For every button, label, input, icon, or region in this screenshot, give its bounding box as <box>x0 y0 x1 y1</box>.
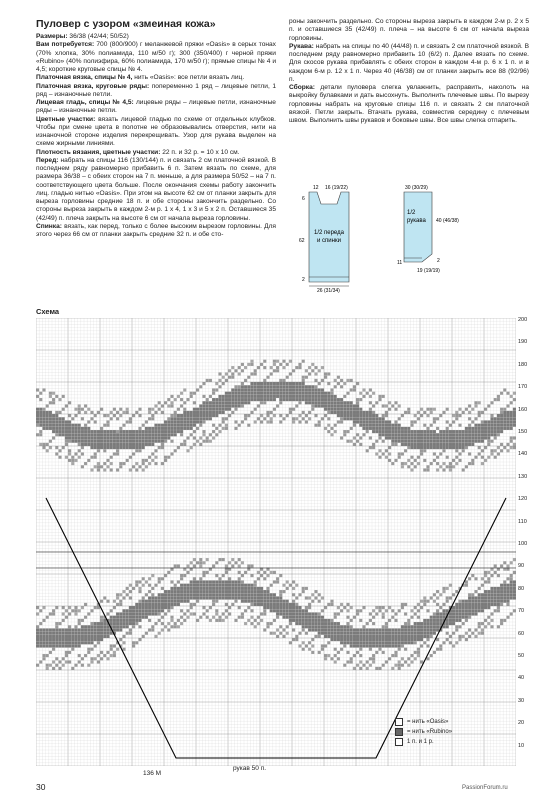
pattern-title: Пуловер с узором «змеиная кожа» <box>36 18 216 30</box>
left_column-paragraph-label: Цветные участки: <box>36 115 96 123</box>
right_column-paragraph <box>289 18 529 43</box>
dim-sleeve-hem: 2 <box>437 258 440 264</box>
dim-sleeve-bottom: 19 (19/19) <box>417 268 440 274</box>
right_column-paragraph-text: роны закончить раздельно. Со стороны выреза закрыть в каждом 2-м р. 2 х 5 п. и оставшиеся 35 (42/49) п. плеча – на высоте 6 см от начала выреза горловины. <box>289 18 529 42</box>
right_column-paragraph-label: Рукава: <box>289 42 314 50</box>
left_column-paragraph-label: Платочная вязка, круговые ряды: <box>36 82 150 90</box>
chart-legend <box>395 717 452 747</box>
sleeve-piece-label-2: рукава <box>407 218 426 224</box>
row-tick: 40 <box>518 675 525 682</box>
row-tick: 150 <box>518 429 528 435</box>
sleeve-stitch-label: рукав 50 п. <box>233 765 267 772</box>
left_column-paragraph-text: лицевые ряды – лицевые петли, изнаночные ряды – изнаночные петли. <box>36 99 276 115</box>
legend-unit: 1 п. и 1 р. <box>407 739 434 745</box>
legend-light: = нить «Oasis» <box>407 719 449 725</box>
left_column-paragraph-label: Плотность вязания, цветные участки: <box>36 148 161 156</box>
left_column-paragraph <box>36 223 276 240</box>
schematic-svg <box>289 182 529 302</box>
left_column-paragraph-label: Спинка: <box>36 222 62 230</box>
dim-hem: 2 <box>302 277 305 283</box>
left_column-paragraph-text: 36/38 (42/44; 50/52) <box>69 33 129 40</box>
row-tick: 70 <box>518 608 525 615</box>
knitting-chart <box>36 318 516 766</box>
left_column-paragraph-text: 22 п. и 32 р. = 10 х 10 см. <box>162 148 240 156</box>
site-watermark: PassionForum.ru <box>462 785 508 791</box>
sleeve-piece-label-1: 1/2 <box>407 210 416 216</box>
instructions-left-column <box>36 18 276 239</box>
swatch-dark <box>395 728 403 736</box>
dim-neck: 6 <box>302 196 305 202</box>
left_column-paragraph <box>36 74 276 82</box>
right_column-paragraph-label: Сборка: <box>289 84 315 91</box>
left_column-paragraph <box>36 33 276 41</box>
row-tick: 30 <box>518 697 525 704</box>
left_column-paragraph <box>36 116 276 149</box>
left_column-paragraph-label: Лицевая гладь, спицы № 4,5: <box>36 99 134 106</box>
swatch-unit <box>395 738 403 746</box>
row-tick: 140 <box>518 451 528 458</box>
left_column-paragraph <box>36 99 276 116</box>
row-tick: 180 <box>518 361 528 368</box>
grid-lines <box>36 318 516 766</box>
row-tick: 160 <box>518 406 528 413</box>
row-tick: 50 <box>518 653 525 659</box>
left_column-paragraph-text: попеременно 1 ряд – лицевые петли, 1 ряд – изнаночные петли. <box>36 82 277 98</box>
dim-sleeve-len: 40 (46/38) <box>436 218 459 224</box>
left_column-paragraph <box>36 149 276 157</box>
row-tick: 90 <box>518 563 525 570</box>
row-tick: 200 <box>518 317 528 323</box>
dim-sleeve-top: 30 (30/29) <box>405 185 428 191</box>
row-tick: 80 <box>518 585 525 592</box>
left_column-paragraph-text: набрать на спицы 116 (130/144) п. и связать 2 см платочной вязкой. В последнем ряду равномерно прибавить 6 п. Затем вязать по схеме, для размера 36/38 – с обеих сторон на 7 п. меньше, а для размера 50/52 – на 7 п. соответствующего цвета больше. После окончания схемы работу закончить лиц. гладью нитью «Oasis». При этом на высоте 62 см от планки закрыть для выреза горловины средние 18 п. и обе стороны закончить раздельно. Со стороны выреза закрыть в каждом 2-м р. 1 х 4, 1 х 3 и 5 х 2 п. Оставшиеся 35 (42/49) п. плеча закрыть на высоте 6 см от начала выреза горловины. <box>36 156 276 222</box>
instructions-right-column <box>289 18 529 125</box>
row-tick: 100 <box>518 541 528 547</box>
right_column-paragraph-text: детали пуловера слегка увлажнить, расправить, наколоть на выкройку булавками и дать высохнуть. Выполнить плечевые швы. По вырезу горловины набрать на круговые спицы 116 п. и связать 2 см платочной вязкой. Петли закрыть. Втачать рукава, совместив середину с плечевым швом. Выполнить швы рукавов и боковые швы. Все швы слегка отпарить. <box>289 84 529 124</box>
left_column-paragraph <box>36 157 276 223</box>
dim-width: 26 (31/34) <box>317 288 340 294</box>
row-tick: 130 <box>518 473 528 480</box>
body-piece-label-2: и спинки <box>317 238 341 244</box>
dim-top-right: 16 (19/22) <box>325 185 348 191</box>
left_column-paragraph-text: вязать лицевой гладью по схеме от отдельных клубков. Чтобы при смене цвета в полотне не образовывались отверстия, нити на изнаночной стороне изделия перекрещивать. Узор для рукава выделен на схеме жирными линиями. <box>36 115 276 148</box>
garment-schematics <box>289 182 529 302</box>
left_column-paragraph-label: Вам потребуется: <box>36 41 95 49</box>
page-number: 30 <box>36 782 46 792</box>
left_column-paragraph-label: Размеры: <box>36 33 68 40</box>
body-piece-label-1: 1/2 переда <box>314 230 344 236</box>
bottom-stitch-count: 136 М <box>143 770 162 777</box>
row-tick: 10 <box>518 742 525 749</box>
row-tick: 20 <box>518 720 525 727</box>
swatch-light <box>395 718 403 726</box>
row-tick: 190 <box>518 339 528 346</box>
row-tick-labels <box>518 318 548 766</box>
dim-sleeve-cuff: 11 <box>397 260 403 266</box>
sleeve-piece-shape <box>404 192 432 262</box>
row-tick: 110 <box>518 518 527 525</box>
left_column-paragraph-text: вязать, как перед, только с более высоким вырезом горловины. Для этого через 66 см от планки закрыть средние 32 п. и обе сто- <box>36 222 276 238</box>
right_column-paragraph <box>289 84 529 125</box>
left_column-paragraph <box>36 83 276 100</box>
left_column-paragraph <box>36 41 276 74</box>
left_column-paragraph-label: Платочная вязка, спицы № 4, <box>36 74 133 82</box>
left_column-paragraph-text: 700 (800/900) г меланжевой пряжи «Oasis» в серых тонах (70% хлопка, 30% полиамида, 110 м/50 г); 300 (350/400) г черной пряжи «Rubino» (40% полиэфира, 60% полиамида, 170 м/50 г); прямые спицы № 4 и 4,5; короткие круговые спицы № 4. <box>36 41 276 73</box>
dim-height: 62 <box>299 238 305 244</box>
row-tick: 120 <box>518 496 528 503</box>
left_column-paragraph-text: нить «Oasis»: все петли вязать лиц. <box>134 74 245 82</box>
dim-top-left: 12 <box>313 185 319 191</box>
row-tick: 170 <box>518 384 528 391</box>
right_column-paragraph-text: набрать на спицы по 40 (44/48) п. и связать 2 см платочной вязкой. В последнем ряду равномерно прибавить 10 (6/2) п. Далее вязать по схеме. Для скосов рукава прибавлять с обеих сторон в каждом 4-м р. 6 х 1 п. и в каждом 6-м р. 12 х 1 п. Через 40 (46/38) см от планки закрыть все 88 (92/96) п. <box>289 42 529 83</box>
chart-heading: Схема <box>36 307 60 316</box>
body-piece-shape <box>309 192 349 282</box>
legend-dark: = нить «Rubino» <box>407 729 453 735</box>
right_column-paragraph <box>289 43 529 84</box>
left_column-paragraph-label: Перед: <box>36 156 59 164</box>
row-tick: 60 <box>518 630 525 637</box>
